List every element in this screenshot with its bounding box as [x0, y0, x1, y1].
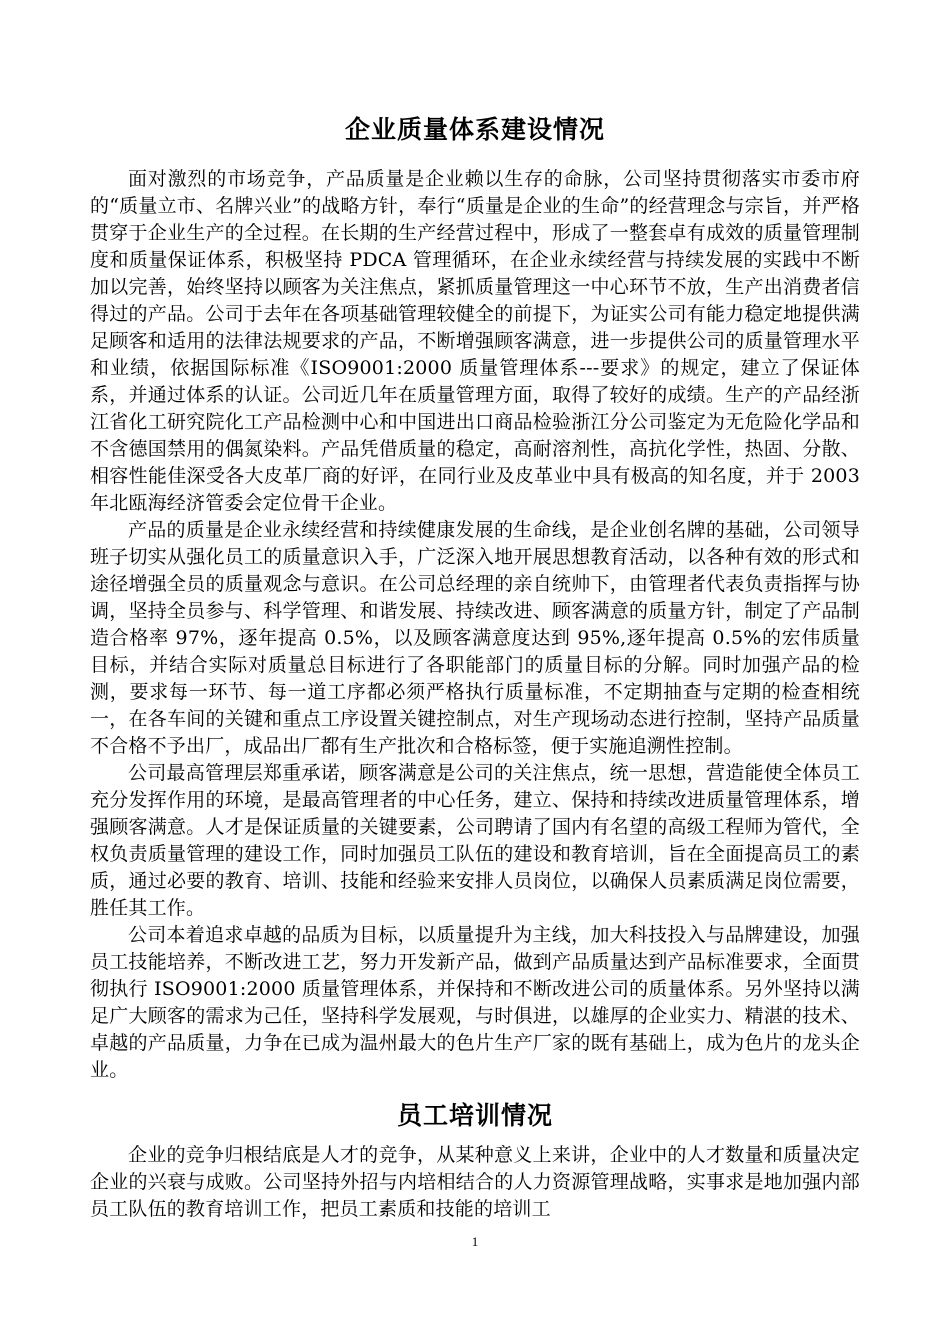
paragraph: 公司本着追求卓越的品质为目标，以质量提升为主线，加大科技投入与品牌建设，加强员工技能培养，不断改进工艺，努力开发新产品，做到产品质量达到产品标准要求，全面贯彻执行 ISO9001:2000 质量管理体系，并保持和不断改进公司的质量体系。另外坚持以满足广大顾客的需求为己任，坚持科学发展观，与时俱进，以雄厚的企业实力、精湛的技术、卓越的产品质量，力争在已成为温州最大的色片生产厂家的既有基础上，成为色片的龙头企业。 — [90, 924, 860, 1081]
paragraph: 企业的竞争归根结底是人才的竞争，从某种意义上来讲，企业中的人才数量和质量决定企业的兴衰与成败。公司坚持外招与内培相结合的人力资源管理战略，实事求是地加强内部员工队伍的教育培训工作，把员工素质和技能的培训工 — [90, 1144, 860, 1220]
section-title-staff-training: 员工培训情况 — [396, 1101, 553, 1130]
paragraph: 面对激烈的市场竞争，产品质量是企业赖以生存的命脉，公司坚持贯彻落实市委市府的“质量立市、名牌兴业”的战略方针，奉行“质量是企业的生命”的经营理念与宗旨，并严格贯穿于企业生产的全过程。在长期的生产经营过程中，形成了一整套卓有成效的质量管理制度和质量保证体系，积极坚持 PDCA 管理循环，在企业永续经营与持续发展的实践中不断加以完善，始终坚持以顾客为关注焦点，紧抓质量管理这一中心环节不放，生产出消费者信得过的产品。公司于去年在各项基础管理较健全的前提下，为证实公司有能力稳定地提供满足顾客和适用的法律法规要求的产品，不断增强顾客满意，进一步提供公司的质量管理水平和业绩，依据国际标准《ISO9001:2000 质量管理体系---要求》的规定，建立了保证体系，并通过体系的认证。公司近几年在质量管理方面，取得了较好的成绩。生产的产品经浙江省化工研究院化工产品检测中心和中国进出口商品检验浙江分公司鉴定为无危险化学品和不含德国禁用的偶氮染料。产品凭借质量的稳定，高耐溶剂性，高抗化学性，热固、分散、相容性能佳深受各大皮革厂商的好评，在同行业及皮革业中具有极高的知名度，并于 2003 年北瓯海经济管委会定位骨干企业。 — [90, 168, 860, 514]
section-title-quality-system: 企业质量体系建设情况 — [344, 115, 605, 144]
paragraph: 公司最高管理层郑重承诺，顾客满意是公司的关注焦点，统一思想，营造能使全体员工充分发挥作用的环境，是最高管理者的中心任务，建立、保持和持续改进质量管理体系，增强顾客满意。人才是保证质量的关键要素，公司聘请了国内有名望的高级工程师为管代，全权负责质量管理的建设工作，同时加强员工队伍的建设和教育培训，旨在全面提高员工的素质，通过必要的教育、培训、技能和经验来安排人员岗位，以确保人员素质满足岗位需要，胜任其工作。 — [90, 762, 860, 919]
page-number: 1 — [471, 1234, 479, 1249]
document-page — [90, 112, 860, 1223]
paragraph: 产品的质量是企业永续经营和持续健康发展的生命线，是企业创名牌的基础，公司领导班子切实从强化员工的质量意识入手，广泛深入地开展思想教育活动，以各种有效的形式和途径增强全员的质量观念与意识。在公司总经理的亲自统帅下，由管理者代表负责指挥与协调，坚持全员参与、科学管理、和谐发展、持续改进、顾客满意的质量方针，制定了产品制造合格率 97%，逐年提高 0.5%，以及顾客满意度达到 95%,逐年提高 0.5%的宏伟质量目标，并结合实际对质量总目标进行了各职能部门的质量目标的分解。同时加强产品的检测，要求每一环节、每一道工序都必须严格执行质量标准，不定期抽查与定期的检查相统一，在各车间的关键和重点工序设置关键控制点，对生产现场动态进行控制，坚持产品质量不合格不予出厂，成品出厂都有生产批次和合格标签，便于实施追溯性控制。 — [90, 519, 860, 757]
